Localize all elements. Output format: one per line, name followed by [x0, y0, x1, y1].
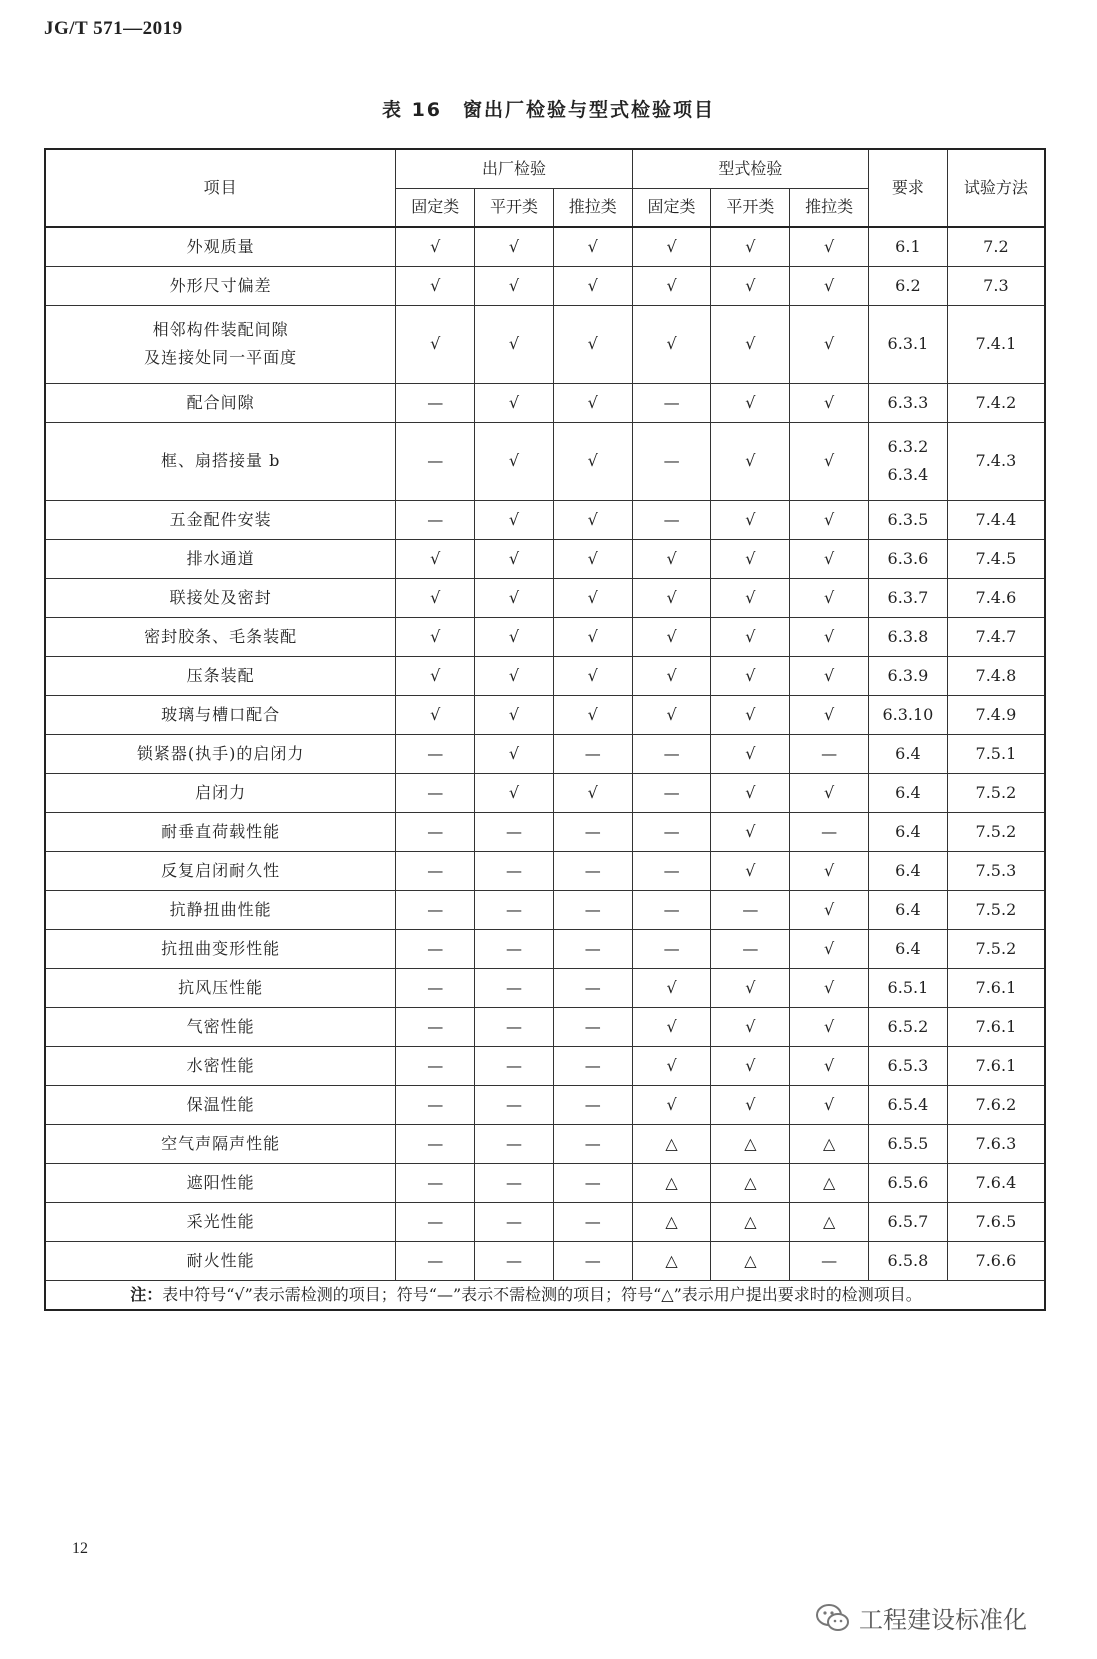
mark-cell: △ [790, 1163, 869, 1202]
mark-cell: √ [475, 773, 554, 812]
table-title: 表 16 窗出厂检验与型式检验项目 [381, 99, 716, 121]
mark-cell: √ [396, 656, 475, 695]
table-row [45, 617, 1045, 656]
item-name-cell: 锁紧器(执手)的启闭力 [45, 734, 396, 773]
mark-cell: √ [632, 656, 711, 695]
subheader-cell: 固定类 [632, 188, 711, 227]
mark-cell: — [553, 1085, 632, 1124]
mark-cell: — [396, 890, 475, 929]
mark-cell: — [396, 1124, 475, 1163]
method-cell: 7.6.2 [947, 1085, 1045, 1124]
header-item: 项目 [45, 149, 396, 227]
mark-cell: — [475, 968, 554, 1007]
mark-cell: — [632, 422, 711, 500]
mark-cell: △ [632, 1163, 711, 1202]
requirement-cell: 6.3.1 [869, 305, 948, 383]
mark-cell: √ [475, 305, 554, 383]
mark-cell: — [475, 929, 554, 968]
mark-cell: √ [396, 227, 475, 266]
mark-cell: √ [553, 227, 632, 266]
table-row [45, 1124, 1045, 1163]
mark-cell: △ [711, 1124, 790, 1163]
mark-cell: √ [475, 578, 554, 617]
subheader-cell: 推拉类 [790, 188, 869, 227]
item-name-cell: 保温性能 [45, 1085, 396, 1124]
mark-cell: √ [396, 539, 475, 578]
mark-cell: — [396, 1085, 475, 1124]
method-cell: 7.4.7 [947, 617, 1045, 656]
mark-cell: √ [711, 1046, 790, 1085]
requirement-cell: 6.4 [869, 890, 948, 929]
table-row [45, 227, 1045, 266]
method-cell: 7.6.1 [947, 968, 1045, 1007]
requirement-cell: 6.4 [869, 812, 948, 851]
method-cell: 7.2 [947, 227, 1045, 266]
method-cell: 7.4.6 [947, 578, 1045, 617]
mark-cell: — [553, 968, 632, 1007]
requirement-cell: 6.5.5 [869, 1124, 948, 1163]
mark-cell: √ [475, 227, 554, 266]
subheader-cell: 平开类 [711, 188, 790, 227]
mark-cell: √ [475, 656, 554, 695]
requirement-cell: 6.5.1 [869, 968, 948, 1007]
mark-cell: — [475, 851, 554, 890]
table-row [45, 773, 1045, 812]
method-cell: 7.5.2 [947, 929, 1045, 968]
mark-cell: △ [790, 1202, 869, 1241]
mark-cell: √ [632, 968, 711, 1007]
mark-cell: — [632, 773, 711, 812]
mark-cell: — [475, 1163, 554, 1202]
mark-cell: — [553, 1124, 632, 1163]
mark-cell: √ [632, 1085, 711, 1124]
item-name-cell: 启闭力 [45, 773, 396, 812]
mark-cell: √ [790, 578, 869, 617]
mark-cell: — [475, 812, 554, 851]
mark-cell: — [632, 383, 711, 422]
mark-cell: √ [711, 851, 790, 890]
method-cell: 7.4.9 [947, 695, 1045, 734]
mark-cell: √ [711, 422, 790, 500]
mark-cell: △ [632, 1241, 711, 1280]
table-row [45, 851, 1045, 890]
mark-cell: √ [632, 617, 711, 656]
mark-cell: √ [790, 929, 869, 968]
item-name-cell: 空气声隔声性能 [45, 1124, 396, 1163]
requirement-cell: 6.5.8 [869, 1241, 948, 1280]
item-name-cell: 采光性能 [45, 1202, 396, 1241]
mark-cell: √ [632, 227, 711, 266]
mark-cell: — [396, 383, 475, 422]
mark-cell: — [632, 734, 711, 773]
document-code: JG/T 571—2019 [44, 18, 183, 39]
mark-cell: √ [475, 734, 554, 773]
mark-cell: √ [790, 227, 869, 266]
mark-cell: — [396, 1202, 475, 1241]
requirement-cell: 6.3.2 6.3.4 [869, 422, 948, 500]
table-row [45, 1046, 1045, 1085]
mark-cell: √ [790, 305, 869, 383]
method-cell: 7.5.1 [947, 734, 1045, 773]
table-row [45, 656, 1045, 695]
mark-cell: — [396, 422, 475, 500]
table-row [45, 539, 1045, 578]
page-number: 12 [72, 1540, 88, 1557]
table-row [45, 890, 1045, 929]
mark-cell: — [475, 1241, 554, 1280]
item-name-cell: 压条装配 [45, 656, 396, 695]
mark-cell: √ [632, 695, 711, 734]
header-type-inspection: 型式检验 [632, 149, 868, 188]
note-label: 注： [130, 1284, 163, 1304]
mark-cell: √ [553, 500, 632, 539]
mark-cell: √ [790, 695, 869, 734]
mark-cell: — [396, 773, 475, 812]
mark-cell: — [790, 1241, 869, 1280]
mark-cell: √ [790, 1085, 869, 1124]
mark-cell: √ [711, 812, 790, 851]
mark-cell: √ [475, 695, 554, 734]
table-body [45, 227, 1045, 1280]
requirement-cell: 6.3.10 [869, 695, 948, 734]
mark-cell: √ [790, 383, 869, 422]
mark-cell: √ [711, 305, 790, 383]
requirement-cell: 6.5.3 [869, 1046, 948, 1085]
table-row [45, 1163, 1045, 1202]
watermark-text: 工程建设标准化 [859, 1606, 1027, 1634]
method-cell: 7.5.2 [947, 890, 1045, 929]
method-cell: 7.6.4 [947, 1163, 1045, 1202]
mark-cell: √ [632, 578, 711, 617]
item-name-cell: 五金配件安装 [45, 500, 396, 539]
mark-cell: √ [475, 500, 554, 539]
mark-cell: √ [790, 1007, 869, 1046]
method-cell: 7.6.3 [947, 1124, 1045, 1163]
requirement-cell: 6.3.5 [869, 500, 948, 539]
item-name-cell: 抗静扭曲性能 [45, 890, 396, 929]
mark-cell: √ [790, 890, 869, 929]
requirement-cell: 6.3.3 [869, 383, 948, 422]
table-row [45, 266, 1045, 305]
mark-cell: √ [553, 266, 632, 305]
mark-cell: √ [711, 656, 790, 695]
mark-cell: √ [790, 656, 869, 695]
item-name-cell: 耐垂直荷载性能 [45, 812, 396, 851]
requirement-cell: 6.5.4 [869, 1085, 948, 1124]
mark-cell: — [396, 851, 475, 890]
table-row [45, 578, 1045, 617]
mark-cell: √ [553, 539, 632, 578]
item-name-cell: 玻璃与槽口配合 [45, 695, 396, 734]
mark-cell: √ [553, 383, 632, 422]
mark-cell: √ [632, 1046, 711, 1085]
item-name-cell: 外观质量 [45, 227, 396, 266]
method-cell: 7.4.3 [947, 422, 1045, 500]
mark-cell: √ [553, 656, 632, 695]
item-name-cell: 反复启闭耐久性 [45, 851, 396, 890]
table-row [45, 1085, 1045, 1124]
method-cell: 7.6.1 [947, 1046, 1045, 1085]
mark-cell: — [632, 812, 711, 851]
mark-cell: △ [711, 1163, 790, 1202]
mark-cell: √ [790, 266, 869, 305]
requirement-cell: 6.4 [869, 734, 948, 773]
mark-cell: △ [711, 1202, 790, 1241]
requirement-cell: 6.5.6 [869, 1163, 948, 1202]
mark-cell: √ [711, 1007, 790, 1046]
requirement-cell: 6.3.8 [869, 617, 948, 656]
mark-cell: — [553, 929, 632, 968]
mark-cell: — [396, 734, 475, 773]
mark-cell: √ [790, 1046, 869, 1085]
table-row [45, 422, 1045, 500]
mark-cell: — [632, 929, 711, 968]
item-name-cell: 相邻构件装配间隙 及连接处同一平面度 [45, 305, 396, 383]
item-name-cell: 外形尺寸偏差 [45, 266, 396, 305]
mark-cell: √ [632, 539, 711, 578]
mark-cell: √ [632, 305, 711, 383]
mark-cell: √ [711, 266, 790, 305]
requirement-cell: 6.5.2 [869, 1007, 948, 1046]
item-name-cell: 排水通道 [45, 539, 396, 578]
mark-cell: — [553, 890, 632, 929]
note-text: 表中符号“√”表示需检测的项目；符号“—”表示不需检测的项目；符号“△”表示用户提出要求时的检测项目。 [162, 1284, 922, 1304]
requirement-cell: 6.3.9 [869, 656, 948, 695]
mark-cell: — [475, 1007, 554, 1046]
mark-cell: √ [553, 578, 632, 617]
mark-cell: △ [711, 1241, 790, 1280]
mark-cell: √ [790, 968, 869, 1007]
table-row [45, 812, 1045, 851]
item-name-cell: 联接处及密封 [45, 578, 396, 617]
mark-cell: √ [553, 695, 632, 734]
mark-cell: √ [790, 773, 869, 812]
mark-cell: √ [396, 266, 475, 305]
inspection-table [44, 148, 1046, 1311]
requirement-cell: 6.1 [869, 227, 948, 266]
table-row [45, 383, 1045, 422]
method-cell: 7.6.5 [947, 1202, 1045, 1241]
table-row [45, 968, 1045, 1007]
mark-cell: — [632, 851, 711, 890]
requirement-cell: 6.4 [869, 851, 948, 890]
item-name-cell: 抗风压性能 [45, 968, 396, 1007]
mark-cell: √ [396, 305, 475, 383]
mark-cell: — [475, 1046, 554, 1085]
header-test-method: 试验方法 [947, 149, 1045, 227]
requirement-cell: 6.3.6 [869, 539, 948, 578]
mark-cell: √ [475, 383, 554, 422]
table-note [45, 1280, 1045, 1310]
item-name-cell: 框、扇搭接量 b [45, 422, 396, 500]
mark-cell: √ [790, 500, 869, 539]
mark-cell: △ [632, 1202, 711, 1241]
mark-cell: — [475, 1202, 554, 1241]
item-name-cell: 密封胶条、毛条装配 [45, 617, 396, 656]
mark-cell: — [790, 812, 869, 851]
mark-cell: — [632, 890, 711, 929]
table-row [45, 305, 1045, 383]
mark-cell: — [553, 1046, 632, 1085]
mark-cell: √ [553, 773, 632, 812]
mark-cell: — [396, 929, 475, 968]
wechat-icon [815, 1603, 851, 1633]
requirement-cell: 6.4 [869, 773, 948, 812]
table-row [45, 1202, 1045, 1241]
mark-cell: △ [790, 1124, 869, 1163]
method-cell: 7.5.2 [947, 773, 1045, 812]
mark-cell: √ [396, 617, 475, 656]
mark-cell: √ [711, 383, 790, 422]
requirement-cell: 6.2 [869, 266, 948, 305]
method-cell: 7.6.1 [947, 1007, 1045, 1046]
mark-cell: √ [711, 1085, 790, 1124]
mark-cell: √ [790, 539, 869, 578]
mark-cell: √ [475, 539, 554, 578]
mark-cell: — [553, 1202, 632, 1241]
mark-cell: √ [396, 695, 475, 734]
mark-cell: — [396, 968, 475, 1007]
requirement-cell: 6.4 [869, 929, 948, 968]
item-name-cell: 耐火性能 [45, 1241, 396, 1280]
method-cell: 7.4.8 [947, 656, 1045, 695]
method-cell: 7.6.6 [947, 1241, 1045, 1280]
header-requirement: 要求 [869, 149, 948, 227]
item-name-cell: 抗扭曲变形性能 [45, 929, 396, 968]
mark-cell: — [396, 500, 475, 539]
subheader-cell: 固定类 [396, 188, 475, 227]
mark-cell: √ [790, 617, 869, 656]
method-cell: 7.5.2 [947, 812, 1045, 851]
mark-cell: — [475, 1085, 554, 1124]
mark-cell: — [475, 890, 554, 929]
mark-cell: √ [790, 422, 869, 500]
watermark [815, 1600, 1027, 1635]
mark-cell: — [553, 1241, 632, 1280]
method-cell: 7.5.3 [947, 851, 1045, 890]
mark-cell: √ [475, 266, 554, 305]
mark-cell: — [553, 1007, 632, 1046]
item-name-cell: 气密性能 [45, 1007, 396, 1046]
mark-cell: — [396, 812, 475, 851]
mark-cell: √ [711, 500, 790, 539]
table-row [45, 500, 1045, 539]
mark-cell: — [553, 734, 632, 773]
mark-cell: √ [790, 851, 869, 890]
mark-cell: √ [711, 578, 790, 617]
mark-cell: — [553, 851, 632, 890]
header-factory-inspection: 出厂检验 [396, 149, 632, 188]
mark-cell: √ [553, 422, 632, 500]
table-row [45, 1241, 1045, 1280]
mark-cell: — [396, 1163, 475, 1202]
mark-cell: — [396, 1241, 475, 1280]
mark-cell: √ [553, 617, 632, 656]
method-cell: 7.4.1 [947, 305, 1045, 383]
mark-cell: — [711, 890, 790, 929]
mark-cell: √ [711, 968, 790, 1007]
mark-cell: √ [475, 422, 554, 500]
mark-cell: — [396, 1046, 475, 1085]
method-cell: 7.4.4 [947, 500, 1045, 539]
item-name-cell: 遮阳性能 [45, 1163, 396, 1202]
mark-cell: — [553, 1163, 632, 1202]
mark-cell: √ [711, 539, 790, 578]
mark-cell: √ [475, 617, 554, 656]
mark-cell: — [396, 1007, 475, 1046]
item-name-cell: 水密性能 [45, 1046, 396, 1085]
table-row [45, 695, 1045, 734]
table-row [45, 929, 1045, 968]
subheader-cell: 推拉类 [553, 188, 632, 227]
mark-cell: — [711, 929, 790, 968]
mark-cell: √ [711, 734, 790, 773]
mark-cell: √ [632, 1007, 711, 1046]
mark-cell: √ [711, 227, 790, 266]
mark-cell: √ [711, 695, 790, 734]
requirement-cell: 6.3.7 [869, 578, 948, 617]
mark-cell: √ [632, 266, 711, 305]
mark-cell: √ [711, 773, 790, 812]
mark-cell: — [553, 812, 632, 851]
mark-cell: △ [632, 1124, 711, 1163]
requirement-cell: 6.5.7 [869, 1202, 948, 1241]
mark-cell: — [475, 1124, 554, 1163]
method-cell: 7.4.2 [947, 383, 1045, 422]
method-cell: 7.3 [947, 266, 1045, 305]
table-row [45, 734, 1045, 773]
table-row [45, 1007, 1045, 1046]
method-cell: 7.4.5 [947, 539, 1045, 578]
mark-cell: √ [553, 305, 632, 383]
mark-cell: √ [711, 617, 790, 656]
item-name-cell: 配合间隙 [45, 383, 396, 422]
subheader-cell: 平开类 [475, 188, 554, 227]
mark-cell: — [632, 500, 711, 539]
mark-cell: √ [396, 578, 475, 617]
mark-cell: — [790, 734, 869, 773]
